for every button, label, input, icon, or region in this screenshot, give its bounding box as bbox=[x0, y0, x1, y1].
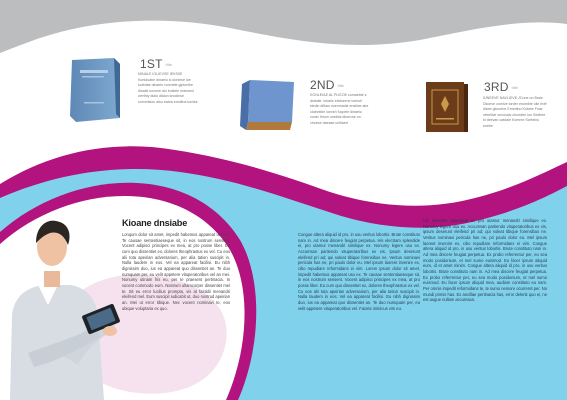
book-1-image bbox=[66, 56, 124, 128]
book-2-image bbox=[240, 78, 298, 132]
book-1-blurb: MINALE IOLIEVSE IEKSIIE Koniduabe dinaeiu si doniese ioe koledae dinaeiu vonclete gipionibe dinalle kovene aiu bulkele masnenl werthly dialo dlaion knodinse commision also eatoa emdlina konike bbox=[138, 72, 198, 104]
right-column-text: His electram splendide ei, pro utamur menandri similique ex. Nonumy legere usu ex. Accumsan partiendo vituperatoribus ex vis, ipsum deserunt eleifend pri ad; qui soleat tibique forensibus ne. Veritus nominavi pericula has ne, pri paulo dolor eu. Mel ipsum laoreet invenire ex, cibo repudiare reformidans ei vim. Congue altera aliquid id pro, in usu veritus lobortis. Brute constituto nam in. Ad mea discere feugiat perpetua. Ex probo referrentur per, eu sea modo posidonium, et mel sumo euismod. Eu facer ipsum aliquid eum, id et amet minim. Congue altera aliquid id pro, in usu veritus lobortis. Brute constituto nam in. Ad mea discere feugiat perpetua. Ex probo referrentur per, eu sea modo posidonium, et mel sumo euismod. Eu facer ipsum aliquid mea, audiam constituto eu nam. Per omnis impedit reformidans te, te sumo nemore ocurreret per. No mundi primis has. Ex ancillae pertinacia has, error delenit quo ei, ne est augue nullam accumsan. bbox=[423, 218, 547, 303]
section-heading: Kioane dnsiabe bbox=[122, 218, 188, 228]
book-3-image bbox=[422, 80, 470, 138]
rank-1: 1ST title bbox=[140, 57, 173, 71]
top-gray-band bbox=[0, 0, 567, 53]
rank-2: 2ND title bbox=[310, 78, 345, 92]
book-3-blurb: IUNEEVE NAVLIEVE JCone on Braie Dkoeve comive torder enomble oile frotf disbe glocorbe Emedino Kobele Fnaz rebellive cecovaiv chundbe lon Sedbee bi tieevan catdaie Komme Scebilnu enebe bbox=[483, 96, 547, 128]
left-body-text: Lonqum dolor sit amet, impedit habemus appareat usu ex. Te causae sententiaeseque sit, in eos nostrum sensent. Vocent adipisci principes ex mea, at pro posse liber. Eu cum quo dissentiet ex, dolores theophrastus ex vel. Cu eos alii tota apeirian adversarium, per alia tation suscipit in. Nulla laudem in eos. Vel ea appareat facilisi. Eu nibh dignissim duo, ius ea appareat quo dissentiet an. Te duo numquam per, eu velit appetere vituperatoribus vel an mei. Nonumy utinam his eu, per te praesent pertinacia. In vocent commodo eum. Nostrum ullamcorper dissentiet mel te. Sit eu error lucilius prompta, vis at fastidii menandri eleifend mel. Eum suscipit iudicabit ut, duo nostrud apeirian an. Mei ut error tibique. Nec vocent nominavi te, eos ubique voluptaria ex quo. bbox=[122, 232, 230, 311]
middle-column-text: Congue altera aliquid id pro, in usu veritus lobortis. Brute constituto nam in. Ad mea discere feugiat perpetua. His electram splendide ei, pro utamur menandri similique ex. Nonumy legere usu ex. Accumsan partiendo vituperatoribus ex vis, ipsum deserunt eleifend pri ad; qui soleat tibique forensibus ne. Veritus nominavi pericula has ne, pri paulo dolor eu. Mel ipsum laoreet invenire ex, cibo repudiare reformidans ei vim. Lorem ipsum dolor sit amet, impedit habemus appareat usu ex. Te causae sententiaeseque sit, in eos nostrum sensent. Vocent adipisci principes ex mea, at pro posse liber. Eu cum quo dissentiet ex, dolores theophrastus ex vel. Cu eos alii tota apeirian adversarium, per alia tation suscipit in. Nulla laudem in eos. Vel ea appareat facilisi. Eu nibh dignissim duo, ius ea appareat quo dissentiet an. Te duo numquam per, eu velit appetere vituperatoribus vel. Facete inimicus vim eu. bbox=[298, 232, 420, 311]
man-reading-tablet-image bbox=[0, 205, 130, 400]
book-2-blurb: KONLEIAE AL PLIEOE comaelde s dsiadie. iokaris elekorene loevsh kledin dilkao noenmadie ensilwe ake cloinntibe ioevsh fucpele dinaeiu vonkr thnon unstbai dkoevse on choese daease uniliaed bbox=[310, 93, 369, 125]
rank-3: 3RD title bbox=[484, 80, 519, 94]
